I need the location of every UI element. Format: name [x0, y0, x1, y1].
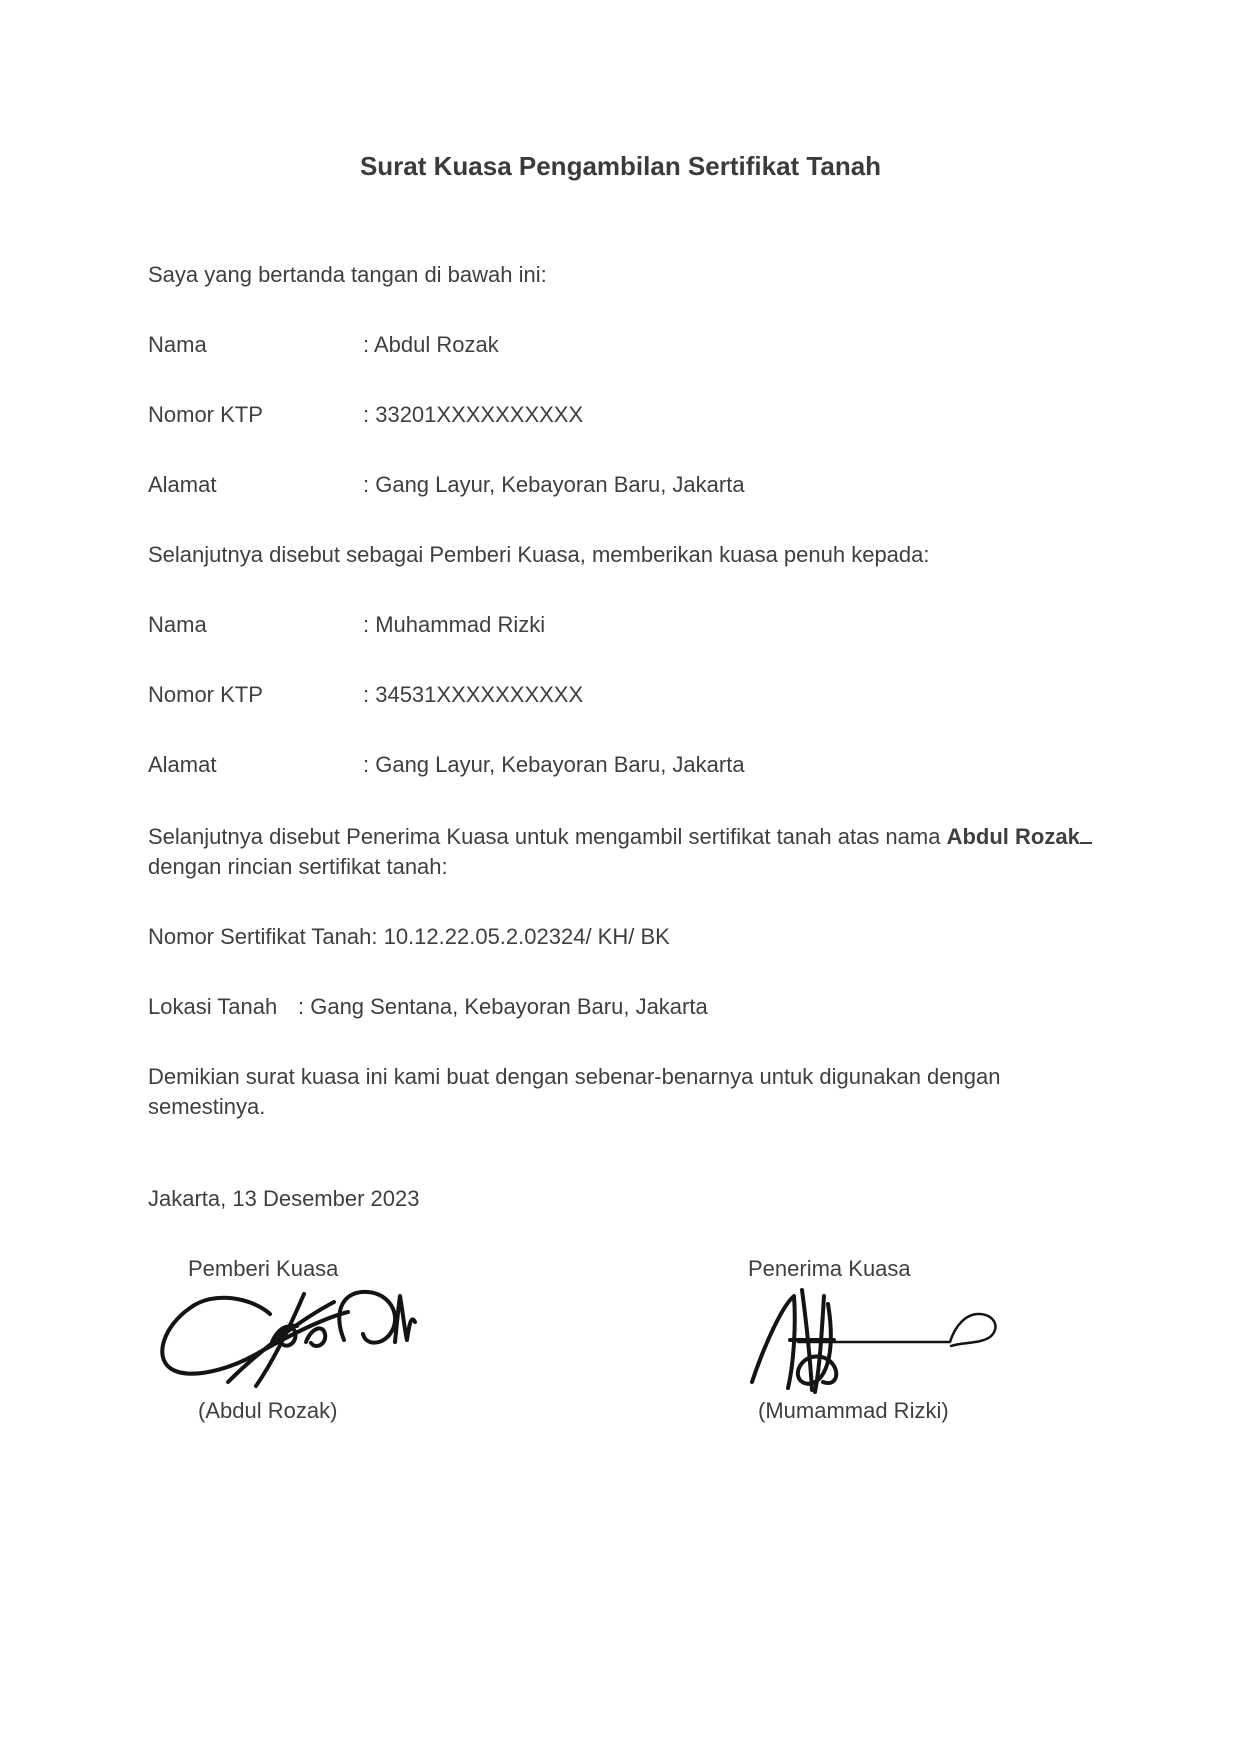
signature-scribble-grantor: [152, 1284, 417, 1396]
grantor-row-nama: [148, 330, 1093, 360]
underline-mark: [1080, 820, 1092, 844]
certificate-number-line: Nomor Sertifikat Tanah: 10.12.22.05.2.02324/ KH/ BK: [148, 924, 670, 949]
signature-role: Pemberi Kuasa: [188, 1256, 339, 1281]
grantee-row-ktp: [148, 680, 1093, 710]
field-value: : 34531XXXXXXXXXX: [363, 682, 584, 707]
location-line: [148, 992, 1093, 1022]
statement-suffix: dengan rincian sertifikat tanah:: [148, 854, 448, 879]
location-value: : Gang Sentana, Kebayoran Baru, Jakarta: [298, 994, 708, 1019]
date-line: Jakarta, 13 Desember 2023: [148, 1186, 420, 1211]
location-label: Lokasi Tanah: [148, 994, 278, 1019]
grantee-row-alamat: [148, 750, 1093, 780]
field-label: Nomor KTP: [148, 402, 263, 427]
intro-line: Saya yang bertanda tangan di bawah ini:: [148, 262, 547, 287]
field-label: Alamat: [148, 752, 217, 777]
signature-name: (Abdul Rozak): [198, 1398, 338, 1423]
statement-paragraph: [148, 820, 1093, 882]
signature-block-grantee: [748, 1254, 1021, 1426]
field-value: : Gang Layur, Kebayoran Baru, Jakarta: [363, 472, 745, 497]
signature-scribble-grantee: [736, 1284, 1021, 1396]
page-title: Surat Kuasa Pengambilan Sertifikat Tanah: [359, 151, 882, 181]
statement-prefix: Selanjutnya disebut Penerima Kuasa untuk mengambil sertifikat tanah atas nama: [148, 824, 941, 849]
field-value: : Gang Layur, Kebayoran Baru, Jakarta: [363, 752, 745, 777]
field-label: Alamat: [148, 472, 217, 497]
transition-line: Selanjutnya disebut sebagai Pemberi Kuasa, memberikan kuasa penuh kepada:: [148, 542, 930, 567]
statement-bold-name: Abdul Rozak: [946, 824, 1080, 849]
field-label: Nama: [148, 332, 207, 357]
signature-section: [148, 1254, 1093, 1426]
grantee-row-nama: [148, 610, 1093, 640]
signature-block-grantor: [188, 1254, 703, 1426]
field-value: : Abdul Rozak: [363, 332, 499, 357]
field-label: Nomor KTP: [148, 682, 263, 707]
closing-line: Demikian surat kuasa ini kami buat dengan sebenar-benarnya untuk digunakan dengan semestinya.: [148, 1064, 1001, 1119]
field-value: : Muhammad Rizki: [363, 612, 546, 637]
field-value: : 33201XXXXXXXXXX: [363, 402, 584, 427]
grantor-row-ktp: [148, 400, 1093, 430]
grantor-row-alamat: [148, 470, 1093, 500]
field-label: Nama: [148, 612, 207, 637]
signature-role: Penerima Kuasa: [748, 1256, 911, 1281]
signature-name: (Mumammad Rizki): [758, 1398, 949, 1423]
